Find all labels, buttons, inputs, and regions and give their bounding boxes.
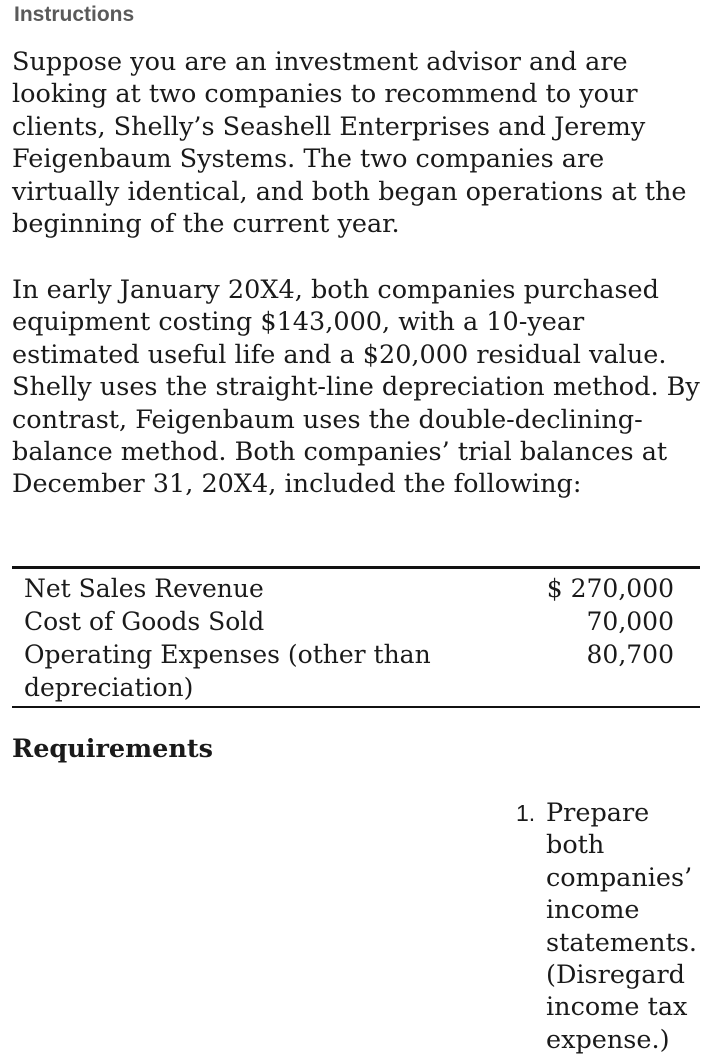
intro-paragraph-2: In early January 20X4, both companies purchased equipment costing $143,000, with a 10-year estimated useful life and a $20,000 residual value. Shelly uses the straight-line depreciation method. By contrast, Feigenbaum uses the double-declining-balance method. Both companies’ trial balances at December 31, 20X4, included the following:	[12, 275, 700, 500]
row-value: $ 270,000	[546, 574, 674, 603]
intro-paragraph-1: Suppose you are an investment advisor and are looking at two companies to recommend to your clients, Shelly’s Seashell Enterprises and Jeremy Feigenbaum Systems. The two companies are virtually identical, and both began operations at the beginning of the current year.	[12, 47, 687, 240]
row-label: Operating Expenses (other than depreciation)	[24, 640, 431, 702]
row-label: Net Sales Revenue	[24, 574, 264, 603]
table-row	[12, 605, 700, 638]
row-label: Cost of Goods Sold	[24, 607, 265, 636]
instructions-header: Instructions	[14, 3, 135, 26]
requirements-title: Requirements	[12, 734, 214, 764]
row-value: 70,000	[586, 607, 674, 636]
requirement-number: 1.	[516, 800, 536, 826]
requirement-item	[516, 797, 702, 1056]
table-row	[12, 638, 700, 704]
row-value: 80,700	[586, 640, 674, 669]
table-row	[12, 572, 700, 605]
requirement-text: Prepare both companies’ income statements. (Disregard income tax expense.)	[546, 798, 698, 1055]
trial-balance-table	[12, 566, 700, 708]
